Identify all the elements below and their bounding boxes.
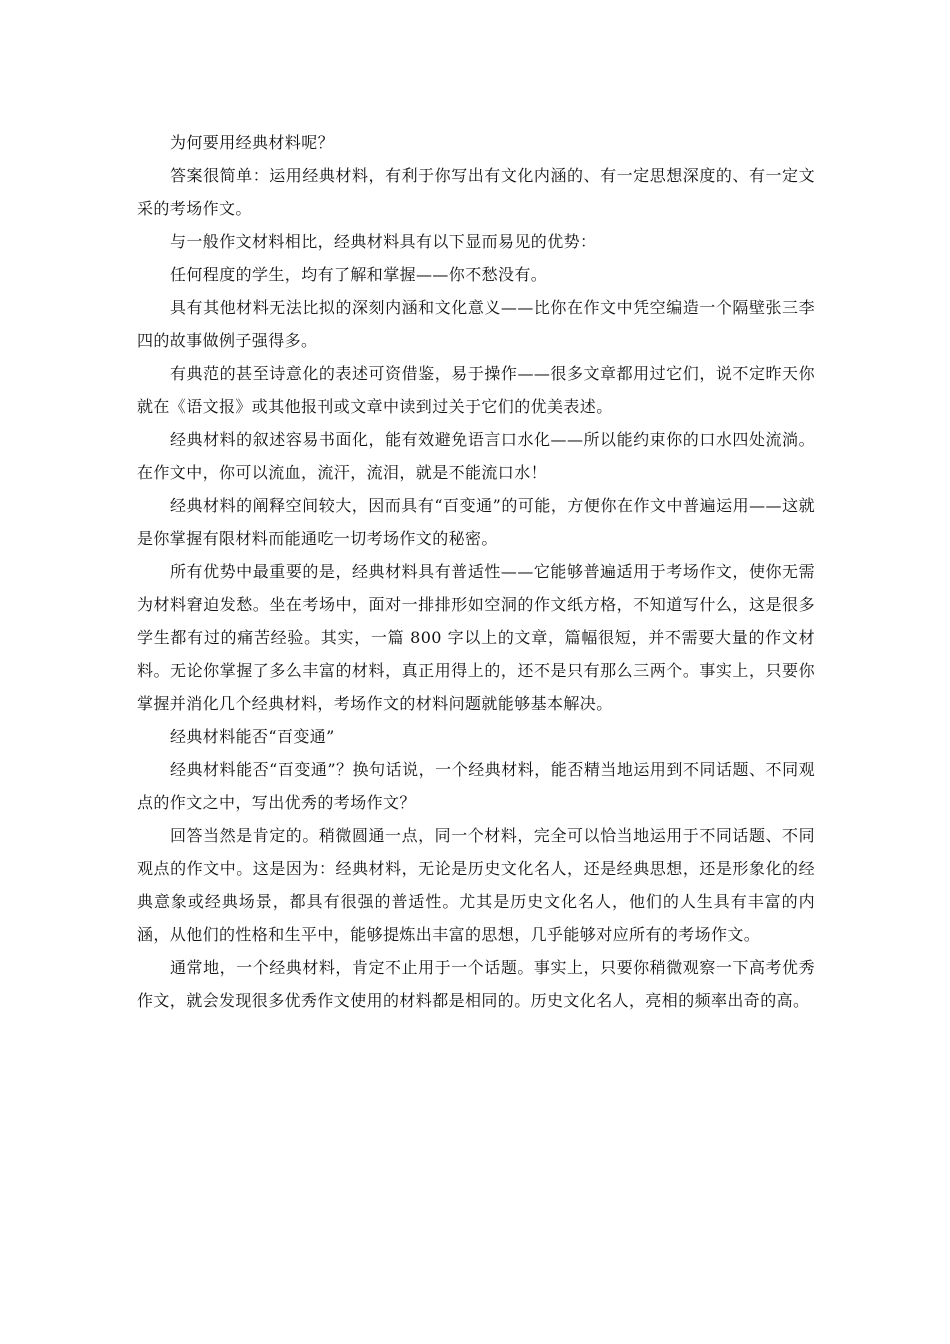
paragraph-advantage-2: 具有其他材料无法比拟的深刻内涵和文化意义——比你在作文中凭空编造一个隔壁张三李四的故事做例子强得多。 bbox=[137, 298, 815, 350]
section-heading: 经典材料能否“百变通” bbox=[170, 727, 335, 746]
paragraph-advantage-3: 有典范的甚至诗意化的表述可资借鉴，易于操作——很多文章都用过它们，说不定昨天你就在《语文报》或其他报刊或文章中读到过关于它们的优美表述。 bbox=[137, 364, 815, 416]
paragraph-section-question: 经典材料能否“百变通”？换句话说，一个经典材料，能否精当地运用到不同话题、不同观点的作文之中，写出优秀的考场作文？ bbox=[137, 760, 815, 812]
paragraph-advantages-intro: 与一般作文材料相比，经典材料具有以下显而易见的优势： bbox=[170, 232, 597, 251]
paragraph-advantage-main: 所有优势中最重要的是，经典材料具有普适性——它能够普遍适用于考场作文，使你无需为材料窘迫发愁。坐在考场中，面对一排排形如空洞的作文纸方格，不知道写什么，这是很多学生都有过的痛苦经验。其实，一篇 800 字以上的文章，篇幅很短，并不需要大量的作文材料。无论你掌握了多么丰富的材料，真正用得上的，还不是只有那么三两个。事实上，只要你掌握并消化几个经典材料，考场作文的材料问题就能够基本解决。 bbox=[137, 562, 815, 713]
paragraph-advantage-5: 经典材料的阐释空间较大，因而具有“百变通”的可能，方便你在作文中普遍运用——这就是你掌握有限材料而能通吃一切考场作文的秘密。 bbox=[137, 496, 815, 548]
document-body bbox=[137, 126, 815, 1017]
paragraph-advantage-1: 任何程度的学生，均有了解和掌握——你不愁没有。 bbox=[170, 265, 548, 284]
paragraph-section-answer: 回答当然是肯定的。稍微圆通一点，同一个材料，完全可以恰当地运用于不同话题、不同观点的作文中。这是因为：经典材料，无论是历史文化名人，还是经典思想，还是形象化的经典意象或经典场景，都具有很强的普适性。尤其是历史文化名人，他们的人生具有丰富的内涵，从他们的性格和生平中，能够提炼出丰富的思想，几乎能够对应所有的考场作文。 bbox=[137, 826, 815, 944]
paragraph-advantage-4: 经典材料的叙述容易书面化，能有效避免语言口水化——所以能约束你的口水四处流淌。在作文中，你可以流血，流汗，流泪，就是不能流口水！ bbox=[137, 430, 815, 482]
paragraph-answer: 答案很简单：运用经典材料，有利于你写出有文化内涵的、有一定思想深度的、有一定文采的考场作文。 bbox=[137, 166, 815, 218]
paragraph-question: 为何要用经典材料呢？ bbox=[170, 133, 335, 152]
paragraph-conclusion: 通常地，一个经典材料，肯定不止用于一个话题。事实上，只要你稍微观察一下高考优秀作文，就会发现很多优秀作文使用的材料都是相同的。历史文化名人，亮相的频率出奇的高。 bbox=[137, 958, 815, 1010]
